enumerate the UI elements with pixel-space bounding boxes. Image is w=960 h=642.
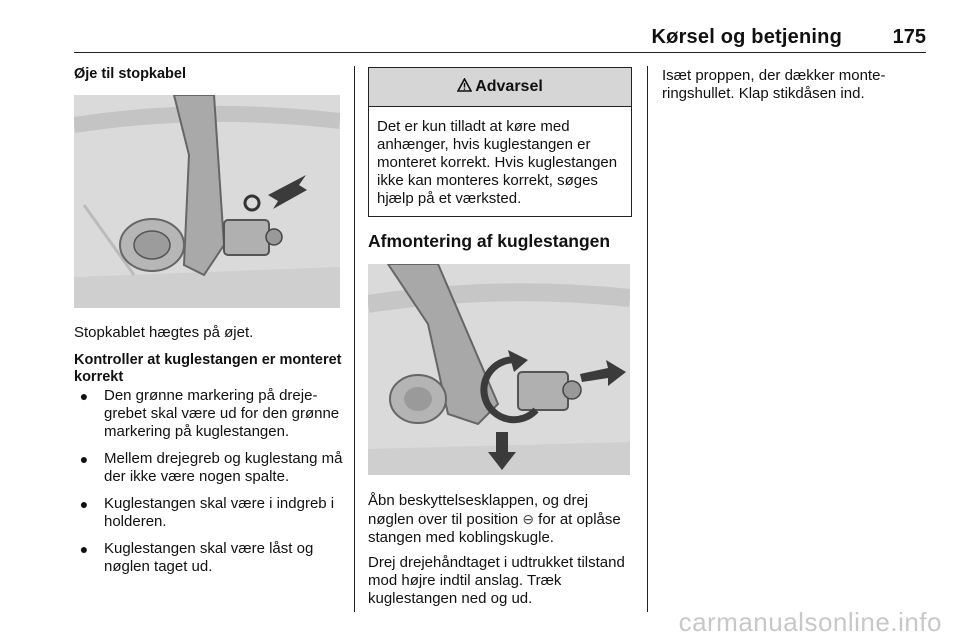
list-item-text: Den grønne markering på drejegrebet skal være ud for den grønne markering på kuglestangen.	[104, 387, 340, 440]
list-item-text: Mellem drejegreb og kuglestang må der ikke være nogen spalte.	[104, 450, 343, 485]
column-3	[662, 64, 930, 103]
warning-box	[368, 67, 632, 217]
running-header-title: Kørsel og betjening	[651, 26, 842, 48]
list-item	[74, 387, 346, 441]
warning-header	[369, 68, 631, 107]
removal-step-1-text-b: for at oplåse stangen med koblingskugle.	[368, 511, 621, 546]
column-divider-2	[647, 66, 648, 612]
stopcable-eye-drawing	[74, 95, 340, 308]
towbar-removal-illustration	[368, 264, 630, 475]
lock-position-icon: ⊖	[522, 511, 534, 527]
check-mounting-heading: Kontroller at kuglestangen er monteret korrekt	[74, 352, 342, 385]
figure-caption: Stopkablet hægtes på øjet.	[74, 324, 254, 341]
column-1	[74, 64, 346, 585]
bullet-icon: ●	[79, 496, 89, 512]
bullet-icon: ●	[79, 451, 89, 467]
warning-title: Advarsel	[475, 78, 543, 95]
watermark: carmanualsonline.info	[678, 607, 942, 637]
list-item-text: Kuglestangen skal være låst og nøglen taget ud.	[104, 540, 314, 575]
header-rule	[74, 52, 926, 53]
column-divider-1	[354, 66, 355, 612]
check-list	[74, 387, 346, 576]
removal-step-2: Drej drejehåndtaget i udtrukket tilstand mod højre indtil anslag. Træk kuglestangen ned og ud.	[368, 554, 625, 607]
bullet-icon: ●	[79, 388, 89, 404]
list-item-text: Kuglestangen skal være i indgreb i holderen.	[104, 495, 335, 530]
bullet-icon: ●	[79, 541, 89, 557]
warning-text: Det er kun tilladt at køre med anhænger, hvis kuglestangen er monteret korrekt. Hvis kuglestangen ikke kan monteres korrekt, søges hjælp på et værksted.	[377, 118, 618, 207]
warning-triangle-icon	[457, 78, 472, 96]
removal-subheading: Afmontering af kuglestangen	[368, 231, 611, 251]
section-heading-stopcable-eye: Øje til stopkabel	[74, 66, 186, 82]
stopcable-eye-illustration	[74, 95, 340, 308]
list-item	[74, 450, 346, 486]
plug-instruction: Isæt proppen, der dækker monteringshullet. Klap stikdåsen ind.	[662, 67, 886, 102]
list-item	[74, 540, 346, 576]
removal-step-1-text-a: Åbn beskyttelsesklappen, og drej nøglen over til position	[368, 492, 589, 528]
page-number: 175	[892, 26, 926, 48]
towbar-removal-drawing	[368, 264, 630, 475]
column-2	[368, 64, 632, 608]
list-item	[74, 495, 346, 531]
removal-step-1	[368, 492, 632, 547]
